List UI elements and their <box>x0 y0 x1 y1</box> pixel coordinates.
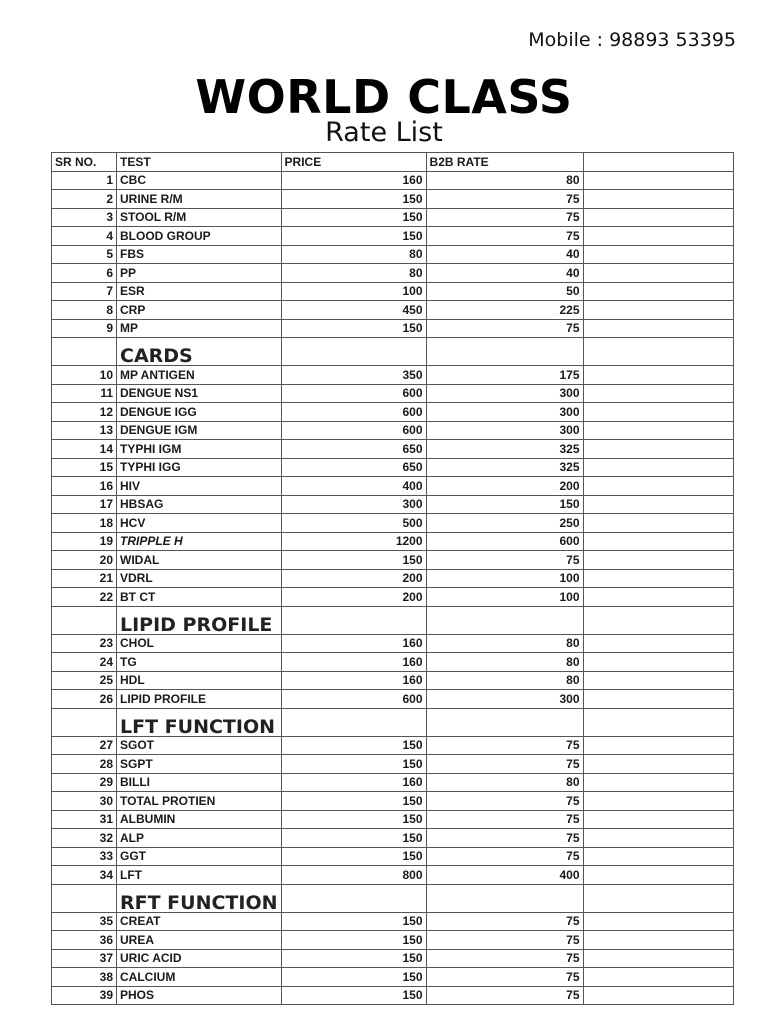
b2b-rate-cell: 300 <box>426 690 583 709</box>
price-cell: 300 <box>281 495 426 514</box>
blank-cell <box>583 588 733 607</box>
section-b2b-cell <box>426 606 583 634</box>
blank-cell <box>583 792 733 811</box>
b2b-rate-cell: 80 <box>426 773 583 792</box>
b2b-rate-cell: 80 <box>426 671 583 690</box>
sr-no-cell: 15 <box>52 458 117 477</box>
blank-cell <box>583 949 733 968</box>
section-blank-cell <box>583 708 733 736</box>
blank-cell <box>583 208 733 227</box>
test-name-cell: CBC <box>117 171 282 190</box>
blank-cell <box>583 829 733 848</box>
table-row <box>52 829 734 848</box>
test-name-cell: UREA <box>117 931 282 950</box>
price-cell: 500 <box>281 514 426 533</box>
table-row <box>52 366 734 385</box>
test-name-cell: PP <box>117 264 282 283</box>
table-row <box>52 866 734 885</box>
b2b-rate-cell: 75 <box>426 227 583 246</box>
price-cell: 150 <box>281 190 426 209</box>
b2b-rate-cell: 75 <box>426 912 583 931</box>
b2b-rate-cell: 75 <box>426 810 583 829</box>
test-name-cell: MP ANTIGEN <box>117 366 282 385</box>
price-cell: 150 <box>281 810 426 829</box>
b2b-rate-cell: 600 <box>426 532 583 551</box>
section-header-row <box>52 884 734 912</box>
test-name-cell: VDRL <box>117 569 282 588</box>
test-name-cell: HCV <box>117 514 282 533</box>
test-name-cell: TOTAL PROTIEN <box>117 792 282 811</box>
sr-no-cell: 5 <box>52 245 117 264</box>
table-row <box>52 671 734 690</box>
test-name-cell: WIDAL <box>117 551 282 570</box>
test-name-cell: ALBUMIN <box>117 810 282 829</box>
b2b-rate-cell: 325 <box>426 458 583 477</box>
mobile-number: Mobile : 98893 53395 <box>528 29 736 51</box>
sr-no-cell: 30 <box>52 792 117 811</box>
b2b-rate-cell: 175 <box>426 366 583 385</box>
blank-cell <box>583 245 733 264</box>
test-name-cell: FBS <box>117 245 282 264</box>
blank-cell <box>583 403 733 422</box>
sr-no-cell: 20 <box>52 551 117 570</box>
price-cell: 150 <box>281 227 426 246</box>
page-title: WORLD CLASS <box>195 70 573 124</box>
b2b-rate-cell: 200 <box>426 477 583 496</box>
table-row <box>52 319 734 338</box>
b2b-rate-cell: 75 <box>426 190 583 209</box>
sr-no-cell: 3 <box>52 208 117 227</box>
b2b-rate-cell: 75 <box>426 949 583 968</box>
price-cell: 150 <box>281 208 426 227</box>
blank-cell <box>583 190 733 209</box>
table-row <box>52 690 734 709</box>
b2b-rate-cell: 75 <box>426 931 583 950</box>
test-name-cell: ESR <box>117 282 282 301</box>
sr-no-cell: 17 <box>52 495 117 514</box>
price-cell: 150 <box>281 986 426 1005</box>
test-name-cell: TYPHI IGG <box>117 458 282 477</box>
section-price-cell <box>281 606 426 634</box>
section-b2b-cell <box>426 884 583 912</box>
price-cell: 600 <box>281 384 426 403</box>
price-cell: 1200 <box>281 532 426 551</box>
blank-cell <box>583 514 733 533</box>
section-label: LFT FUNCTION <box>117 708 282 736</box>
sr-no-cell: 22 <box>52 588 117 607</box>
b2b-rate-cell: 75 <box>426 208 583 227</box>
blank-cell <box>583 986 733 1005</box>
blank-cell <box>583 421 733 440</box>
column-header-price: PRICE <box>281 153 426 172</box>
blank-cell <box>583 319 733 338</box>
sr-no-cell: 35 <box>52 912 117 931</box>
table-row <box>52 227 734 246</box>
test-name-cell: DENGUE IGG <box>117 403 282 422</box>
test-name-cell: ALP <box>117 829 282 848</box>
section-b2b-cell <box>426 338 583 366</box>
page-subtitle: Rate List <box>325 117 443 148</box>
sr-no-cell: 4 <box>52 227 117 246</box>
price-cell: 160 <box>281 671 426 690</box>
blank-cell <box>583 810 733 829</box>
b2b-rate-cell: 100 <box>426 569 583 588</box>
blank-cell <box>583 931 733 950</box>
blank-cell <box>583 551 733 570</box>
b2b-rate-cell: 75 <box>426 551 583 570</box>
table-row <box>52 949 734 968</box>
table-row <box>52 532 734 551</box>
test-name-cell: TG <box>117 653 282 672</box>
section-label: CARDS <box>117 338 282 366</box>
rate-table-body <box>52 171 734 1005</box>
test-name-cell: PHOS <box>117 986 282 1005</box>
table-row <box>52 208 734 227</box>
table-row <box>52 736 734 755</box>
table-row <box>52 773 734 792</box>
b2b-rate-cell: 75 <box>426 736 583 755</box>
section-label: LIPID PROFILE <box>117 606 282 634</box>
blank-cell <box>583 569 733 588</box>
table-row <box>52 912 734 931</box>
price-cell: 160 <box>281 653 426 672</box>
test-name-cell: HBSAG <box>117 495 282 514</box>
section-blank-cell <box>583 884 733 912</box>
b2b-rate-cell: 325 <box>426 440 583 459</box>
sr-no-cell: 23 <box>52 634 117 653</box>
b2b-rate-cell: 300 <box>426 384 583 403</box>
price-cell: 80 <box>281 245 426 264</box>
table-header-row <box>52 153 734 172</box>
table-row <box>52 301 734 320</box>
price-cell: 150 <box>281 931 426 950</box>
sr-no-cell: 2 <box>52 190 117 209</box>
blank-cell <box>583 634 733 653</box>
price-cell: 150 <box>281 755 426 774</box>
section-price-cell <box>281 884 426 912</box>
blank-cell <box>583 532 733 551</box>
test-name-cell: CREAT <box>117 912 282 931</box>
table-row <box>52 440 734 459</box>
test-name-cell: TRIPPLE H <box>117 532 282 551</box>
test-name-cell: HIV <box>117 477 282 496</box>
sr-no-cell: 33 <box>52 847 117 866</box>
blank-cell <box>583 968 733 987</box>
sr-no-cell: 12 <box>52 403 117 422</box>
blank-cell <box>583 458 733 477</box>
price-cell: 400 <box>281 477 426 496</box>
sr-no-cell: 6 <box>52 264 117 283</box>
section-sr-cell <box>52 606 117 634</box>
test-name-cell: BILLI <box>117 773 282 792</box>
test-name-cell: CHOL <box>117 634 282 653</box>
test-name-cell: HDL <box>117 671 282 690</box>
test-name-cell: CALCIUM <box>117 968 282 987</box>
test-name-cell: BLOOD GROUP <box>117 227 282 246</box>
test-name-cell: GGT <box>117 847 282 866</box>
test-name-cell: CRP <box>117 301 282 320</box>
b2b-rate-cell: 75 <box>426 847 583 866</box>
b2b-rate-cell: 40 <box>426 264 583 283</box>
sr-no-cell: 31 <box>52 810 117 829</box>
table-row <box>52 190 734 209</box>
table-row <box>52 634 734 653</box>
section-b2b-cell <box>426 708 583 736</box>
test-name-cell: SGPT <box>117 755 282 774</box>
b2b-rate-cell: 400 <box>426 866 583 885</box>
price-cell: 80 <box>281 264 426 283</box>
section-price-cell <box>281 338 426 366</box>
sr-no-cell: 32 <box>52 829 117 848</box>
price-cell: 150 <box>281 829 426 848</box>
section-header-row <box>52 606 734 634</box>
b2b-rate-cell: 250 <box>426 514 583 533</box>
table-row <box>52 569 734 588</box>
b2b-rate-cell: 75 <box>426 319 583 338</box>
sr-no-cell: 36 <box>52 931 117 950</box>
blank-cell <box>583 301 733 320</box>
sr-no-cell: 27 <box>52 736 117 755</box>
table-row <box>52 755 734 774</box>
price-cell: 160 <box>281 634 426 653</box>
b2b-rate-cell: 75 <box>426 755 583 774</box>
price-cell: 200 <box>281 588 426 607</box>
b2b-rate-cell: 75 <box>426 792 583 811</box>
sr-no-cell: 24 <box>52 653 117 672</box>
table-row <box>52 931 734 950</box>
test-name-cell: SGOT <box>117 736 282 755</box>
sr-no-cell: 39 <box>52 986 117 1005</box>
sr-no-cell: 16 <box>52 477 117 496</box>
test-name-cell: MP <box>117 319 282 338</box>
section-header-row <box>52 708 734 736</box>
rate-table <box>51 152 734 1005</box>
blank-cell <box>583 866 733 885</box>
price-cell: 350 <box>281 366 426 385</box>
b2b-rate-cell: 75 <box>426 829 583 848</box>
b2b-rate-cell: 40 <box>426 245 583 264</box>
price-cell: 200 <box>281 569 426 588</box>
blank-cell <box>583 495 733 514</box>
blank-cell <box>583 773 733 792</box>
b2b-rate-cell: 150 <box>426 495 583 514</box>
sr-no-cell: 37 <box>52 949 117 968</box>
sr-no-cell: 10 <box>52 366 117 385</box>
price-cell: 600 <box>281 403 426 422</box>
b2b-rate-cell: 300 <box>426 421 583 440</box>
price-cell: 150 <box>281 792 426 811</box>
test-name-cell: LIPID PROFILE <box>117 690 282 709</box>
b2b-rate-cell: 300 <box>426 403 583 422</box>
table-row <box>52 384 734 403</box>
sr-no-cell: 14 <box>52 440 117 459</box>
price-cell: 800 <box>281 866 426 885</box>
price-cell: 100 <box>281 282 426 301</box>
price-cell: 150 <box>281 847 426 866</box>
section-sr-cell <box>52 338 117 366</box>
blank-cell <box>583 440 733 459</box>
section-blank-cell <box>583 338 733 366</box>
test-name-cell: BT CT <box>117 588 282 607</box>
sr-no-cell: 34 <box>52 866 117 885</box>
price-cell: 150 <box>281 912 426 931</box>
blank-cell <box>583 227 733 246</box>
table-row <box>52 171 734 190</box>
table-row <box>52 245 734 264</box>
section-sr-cell <box>52 708 117 736</box>
blank-cell <box>583 847 733 866</box>
price-cell: 160 <box>281 171 426 190</box>
price-cell: 150 <box>281 968 426 987</box>
blank-cell <box>583 653 733 672</box>
sr-no-cell: 21 <box>52 569 117 588</box>
table-row <box>52 264 734 283</box>
section-header-row <box>52 338 734 366</box>
blank-cell <box>583 690 733 709</box>
price-cell: 150 <box>281 949 426 968</box>
table-row <box>52 653 734 672</box>
table-row <box>52 477 734 496</box>
price-cell: 150 <box>281 736 426 755</box>
b2b-rate-cell: 75 <box>426 986 583 1005</box>
blank-cell <box>583 477 733 496</box>
price-cell: 650 <box>281 458 426 477</box>
b2b-rate-cell: 100 <box>426 588 583 607</box>
section-price-cell <box>281 708 426 736</box>
blank-cell <box>583 282 733 301</box>
price-cell: 600 <box>281 421 426 440</box>
table-row <box>52 458 734 477</box>
test-name-cell: TYPHI IGM <box>117 440 282 459</box>
sr-no-cell: 29 <box>52 773 117 792</box>
table-row <box>52 588 734 607</box>
sr-no-cell: 13 <box>52 421 117 440</box>
sr-no-cell: 11 <box>52 384 117 403</box>
test-name-cell: LFT <box>117 866 282 885</box>
sr-no-cell: 38 <box>52 968 117 987</box>
test-name-cell: DENGUE NS1 <box>117 384 282 403</box>
table-row <box>52 421 734 440</box>
table-row <box>52 282 734 301</box>
column-header-sr-no: SR NO. <box>52 153 117 172</box>
blank-cell <box>583 264 733 283</box>
table-row <box>52 847 734 866</box>
b2b-rate-cell: 75 <box>426 968 583 987</box>
table-row <box>52 403 734 422</box>
test-name-cell: URIC ACID <box>117 949 282 968</box>
sr-no-cell: 25 <box>52 671 117 690</box>
test-name-cell: STOOL R/M <box>117 208 282 227</box>
table-row <box>52 514 734 533</box>
test-name-cell: DENGUE IGM <box>117 421 282 440</box>
blank-cell <box>583 755 733 774</box>
sr-no-cell: 8 <box>52 301 117 320</box>
price-cell: 600 <box>281 690 426 709</box>
price-cell: 150 <box>281 551 426 570</box>
b2b-rate-cell: 50 <box>426 282 583 301</box>
price-cell: 160 <box>281 773 426 792</box>
blank-cell <box>583 671 733 690</box>
price-cell: 450 <box>281 301 426 320</box>
b2b-rate-cell: 225 <box>426 301 583 320</box>
section-sr-cell <box>52 884 117 912</box>
sr-no-cell: 1 <box>52 171 117 190</box>
table-row <box>52 986 734 1005</box>
sr-no-cell: 26 <box>52 690 117 709</box>
price-cell: 650 <box>281 440 426 459</box>
test-name-cell: URINE R/M <box>117 190 282 209</box>
blank-cell <box>583 171 733 190</box>
price-cell: 150 <box>281 319 426 338</box>
section-blank-cell <box>583 606 733 634</box>
sr-no-cell: 7 <box>52 282 117 301</box>
blank-cell <box>583 384 733 403</box>
sr-no-cell: 28 <box>52 755 117 774</box>
table-row <box>52 792 734 811</box>
blank-cell <box>583 736 733 755</box>
column-header-blank <box>583 153 733 172</box>
section-label: RFT FUNCTION <box>117 884 282 912</box>
sr-no-cell: 18 <box>52 514 117 533</box>
column-header-b2b-rate: B2B RATE <box>426 153 583 172</box>
table-row <box>52 968 734 987</box>
blank-cell <box>583 366 733 385</box>
b2b-rate-cell: 80 <box>426 653 583 672</box>
table-row <box>52 495 734 514</box>
table-row <box>52 810 734 829</box>
b2b-rate-cell: 80 <box>426 171 583 190</box>
column-header-test: TEST <box>117 153 282 172</box>
sr-no-cell: 19 <box>52 532 117 551</box>
sr-no-cell: 9 <box>52 319 117 338</box>
blank-cell <box>583 912 733 931</box>
table-row <box>52 551 734 570</box>
b2b-rate-cell: 80 <box>426 634 583 653</box>
